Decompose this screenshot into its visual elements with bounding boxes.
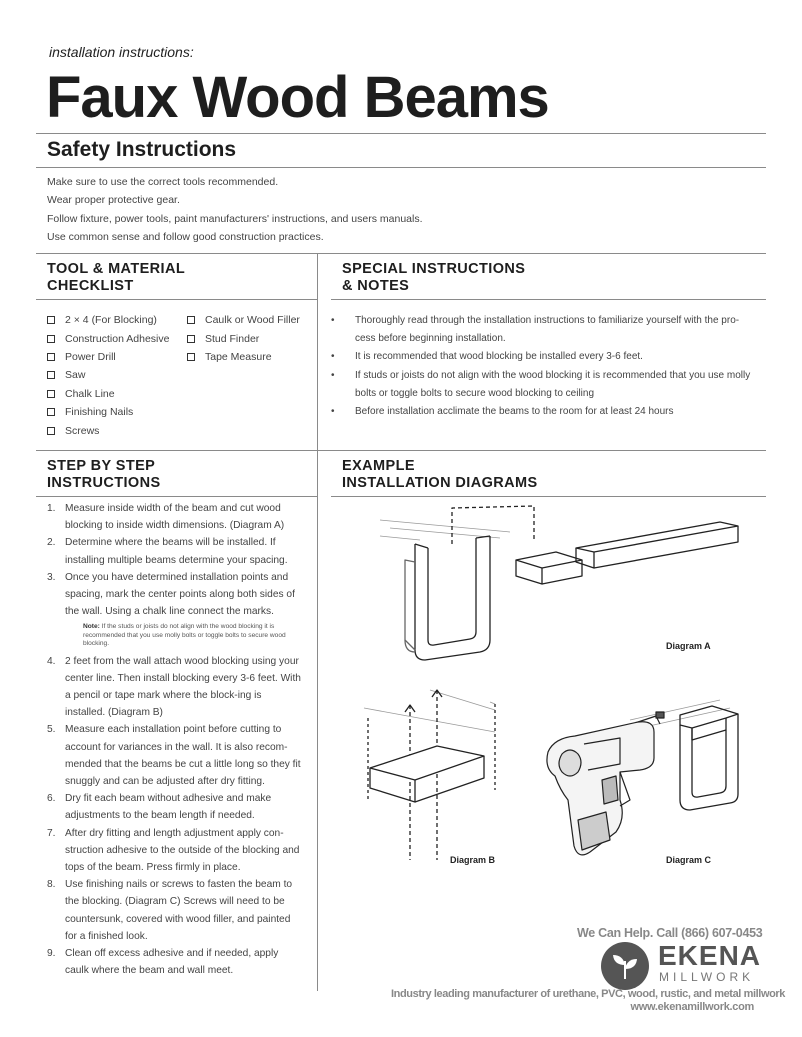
installation-diagrams bbox=[320, 500, 760, 890]
step-item: 2. Determine where the beams will be installed. If installing multiple beams determine your spacing. bbox=[47, 537, 288, 566]
checkbox[interactable] bbox=[187, 335, 195, 343]
checkbox[interactable] bbox=[47, 408, 55, 416]
note-item: • It is recommended that wood blocking be installed every 3-6 feet. bbox=[331, 351, 643, 363]
brand-subtitle: MILLWORK bbox=[659, 970, 755, 984]
connector-line bbox=[452, 506, 534, 544]
wood-block-icon bbox=[516, 552, 582, 584]
safety-title: Safety Instructions bbox=[47, 138, 237, 161]
checklist-title: TOOL & MATERIAL CHECKLIST bbox=[47, 261, 186, 294]
checklist-item[interactable]: Saw bbox=[47, 366, 169, 384]
safety-line: Follow fixture, power tools, paint manufacturers' instructions, and users manuals. bbox=[47, 212, 423, 225]
checklist-item[interactable]: Stud Finder bbox=[187, 329, 300, 347]
diagram-a-label: Diagram A bbox=[666, 641, 711, 651]
safety-list bbox=[47, 175, 423, 249]
divider bbox=[36, 133, 766, 134]
checkbox[interactable] bbox=[47, 427, 55, 435]
safety-line: Make sure to use the correct tools recommended. bbox=[47, 176, 279, 188]
divider bbox=[36, 450, 766, 451]
divider bbox=[36, 496, 317, 497]
step-item: 6. Dry fit each beam without adhesive and make adjustments to the beam length if needed. bbox=[47, 793, 272, 822]
checklist-item[interactable]: Finishing Nails bbox=[47, 403, 169, 421]
safety-line: Use common sense and follow good construction practices. bbox=[47, 231, 324, 244]
checkbox[interactable] bbox=[47, 335, 55, 343]
checkbox[interactable] bbox=[47, 353, 55, 361]
beam-icon bbox=[405, 536, 490, 660]
website-link[interactable]: www.ekenamillwork.com bbox=[630, 1001, 754, 1013]
divider bbox=[36, 253, 766, 254]
help-phone[interactable]: We Can Help. Call (866) 607-0453 bbox=[577, 926, 763, 940]
diagram-b bbox=[364, 690, 495, 860]
diagrams-title: EXAMPLE INSTALLATION DIAGRAMS bbox=[342, 458, 538, 491]
step-item: 7. After dry fitting and length adjustment apply con-struction adhesive to the outside of the blocking and tops of the beam. Press firmly in place. bbox=[47, 827, 300, 874]
steps-title: STEP BY STEP INSTRUCTIONS bbox=[47, 458, 161, 491]
checkbox[interactable] bbox=[187, 353, 195, 361]
checkbox[interactable] bbox=[187, 316, 195, 324]
checklist-item[interactable]: Tape Measure bbox=[187, 348, 300, 366]
step-item: 4. 2 feet from the wall attach wood blocking using your center line. Then install blocking every 3-6 feet. With a pencil or tape mark where the block-ing is installed. (Diagram B) bbox=[47, 655, 301, 719]
doc-kicker: installation instructions: bbox=[49, 44, 194, 60]
page-title: Faux Wood Beams bbox=[46, 65, 549, 130]
checklist-item[interactable]: Chalk Line bbox=[47, 385, 169, 403]
checklist-col-2 bbox=[187, 311, 300, 366]
safety-line: Wear proper protective gear. bbox=[47, 194, 180, 207]
step-item: 9. Clean off excess adhesive and if needed, apply caulk where the beam and wall meet. bbox=[47, 948, 279, 977]
step-item: 3. Once you have determined installation points and spacing, mark the center points along both sides of the wall. Using a chalk line connect the marks. bbox=[47, 571, 295, 618]
divider bbox=[331, 299, 766, 300]
divider bbox=[36, 167, 766, 168]
diagram-c-label: Diagram C bbox=[666, 855, 712, 865]
checklist-item[interactable]: 2 × 4 (For Blocking) bbox=[47, 311, 169, 329]
step-item: 8. Use finishing nails or screws to fasten the beam to the blocking. (Diagram C) Screws will need to be countersunk, covered with wood filler, and painted for a finished look. bbox=[47, 879, 293, 942]
tagline: Industry leading manufacturer of urethane, PVC, wood, rustic, and metal millwork bbox=[391, 988, 786, 1000]
diagram-c bbox=[547, 700, 738, 855]
special-notes bbox=[331, 312, 755, 421]
step-item: 1. Measure inside width of the beam and cut wood blocking to inside width dimensions. (Diagram A) bbox=[47, 503, 285, 532]
checklist-item[interactable]: Construction Adhesive bbox=[47, 329, 169, 347]
leaf-logo-icon bbox=[600, 941, 650, 991]
step-note: Note: If the studs or joists do not align with the wood blocking it is recommended that you use molly bolts or toggle bolts to secure wood blocking. bbox=[83, 623, 286, 648]
checklist-item[interactable]: Screws bbox=[47, 421, 169, 439]
step-item: 5. Measure each installation point before cutting to account for variances in the wall. It is also recom-mended that the beams be cut a little long so they fit snuggly and can be adjusted after dry fitting. bbox=[47, 724, 301, 788]
note-item: • Before installation acclimate the beams to the room for at least 24 hours bbox=[331, 406, 674, 418]
steps-list bbox=[47, 500, 302, 980]
lumber-board-icon bbox=[576, 522, 738, 568]
brand-name: EKENA bbox=[658, 940, 762, 971]
note-item: • If studs or joists do not align with the wood blocking it is recommended that you use molly bolts or toggle bolts to secure wood blocking to ceiling bbox=[331, 369, 751, 399]
checkbox[interactable] bbox=[47, 371, 55, 379]
nail-gun-icon bbox=[547, 712, 664, 855]
divider bbox=[36, 299, 317, 300]
diagram-b-label: Diagram B bbox=[450, 855, 496, 865]
checklist-col-1 bbox=[47, 311, 169, 440]
divider bbox=[331, 496, 766, 497]
note-item: • Thoroughly read through the installation instructions to familiarize yourself with the pro-cess before beginning installation. bbox=[331, 315, 740, 345]
checkbox[interactable] bbox=[47, 316, 55, 324]
checklist-item[interactable]: Power Drill bbox=[47, 348, 169, 366]
special-title: SPECIAL INSTRUCTIONS & NOTES bbox=[342, 261, 526, 294]
checkbox[interactable] bbox=[47, 390, 55, 398]
checklist-item[interactable]: Caulk or Wood Filler bbox=[187, 311, 300, 329]
column-divider bbox=[317, 253, 318, 991]
